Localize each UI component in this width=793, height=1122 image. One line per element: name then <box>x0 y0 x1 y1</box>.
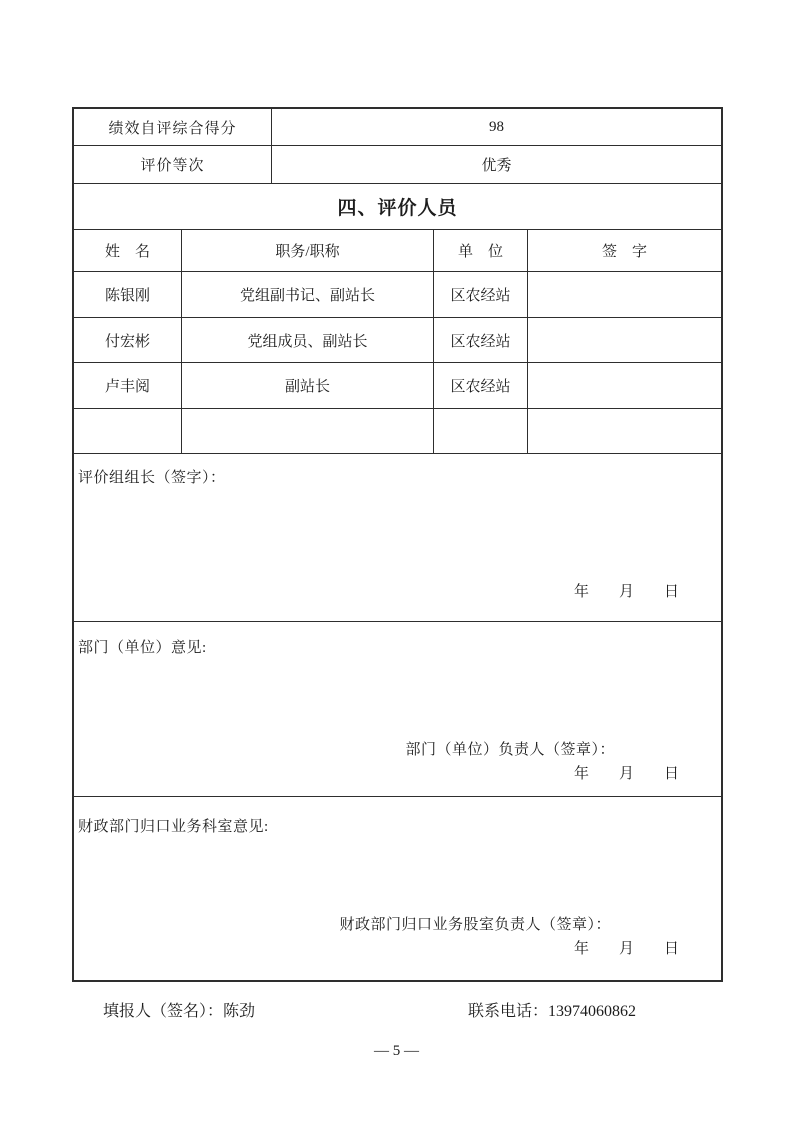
score-row <box>74 109 721 146</box>
filler-line <box>103 998 255 1021</box>
evaluator-name: 陈银刚 <box>74 272 182 317</box>
filler-name: 陈劲 <box>223 1003 256 1020</box>
department-date-line: 年 月 日 <box>573 766 679 782</box>
finance-opinion-label: 财政部门归口业务科室意见: <box>78 819 269 835</box>
grade-row <box>74 146 721 184</box>
evaluation-form-table <box>72 107 723 982</box>
evaluator-position: 党组副书记、副站长 <box>182 272 434 317</box>
evaluator-position <box>182 409 434 453</box>
evaluator-unit: 区农经站 <box>434 272 528 317</box>
department-signer-label: 部门（单位）负责人（签章）： <box>405 742 615 758</box>
section-title-row <box>74 184 721 230</box>
finance-date-line: 年 月 日 <box>573 941 679 957</box>
evaluator-name: 卢丰阅 <box>74 363 182 408</box>
evaluator-signature-cell <box>528 363 721 408</box>
table-row <box>74 363 721 409</box>
section-title: 四、评价人员 <box>337 198 458 219</box>
score-label: 绩效自评综合得分 <box>74 109 272 145</box>
evaluator-signature-cell <box>528 272 721 317</box>
evaluator-name: 付宏彬 <box>74 318 182 362</box>
department-opinion-section <box>74 622 721 797</box>
table-row <box>74 409 721 454</box>
evaluator-name <box>74 409 182 453</box>
grade-label: 评价等次 <box>74 146 272 183</box>
evaluators-header-row <box>74 230 721 272</box>
header-signature: 签 字 <box>601 244 647 260</box>
department-opinion-label: 部门（单位）意见: <box>78 640 207 656</box>
finance-opinion-section <box>74 797 721 980</box>
evaluator-signature-cell <box>528 318 721 362</box>
phone-line <box>468 998 636 1021</box>
evaluator-position: 副站长 <box>182 363 434 408</box>
evaluator-unit <box>434 409 528 453</box>
leader-date-line: 年 月 日 <box>573 584 679 600</box>
score-value: 98 <box>489 118 504 135</box>
grade-value: 优秀 <box>481 158 512 174</box>
filler-label: 填报人（签名）： <box>103 1003 224 1020</box>
phone-value: 13974060862 <box>548 1003 637 1020</box>
evaluator-unit: 区农经站 <box>434 363 528 408</box>
header-position: 职务/职称 <box>182 230 434 271</box>
header-name: 姓 名 <box>74 230 182 271</box>
finance-signer-label: 财政部门归口业务股室负责人（签章）： <box>339 917 611 933</box>
evaluator-position: 党组成员、副站长 <box>182 318 434 362</box>
page-number: — 5 — <box>374 1043 419 1059</box>
table-row <box>74 272 721 318</box>
phone-label: 联系电话： <box>468 1003 549 1020</box>
header-unit: 单 位 <box>434 230 528 271</box>
evaluator-signature-cell <box>528 409 721 453</box>
leader-signature-section <box>74 454 721 622</box>
evaluator-unit: 区农经站 <box>434 318 528 362</box>
table-row <box>74 318 721 363</box>
leader-signature-label: 评价组组长（签字）： <box>78 470 226 486</box>
